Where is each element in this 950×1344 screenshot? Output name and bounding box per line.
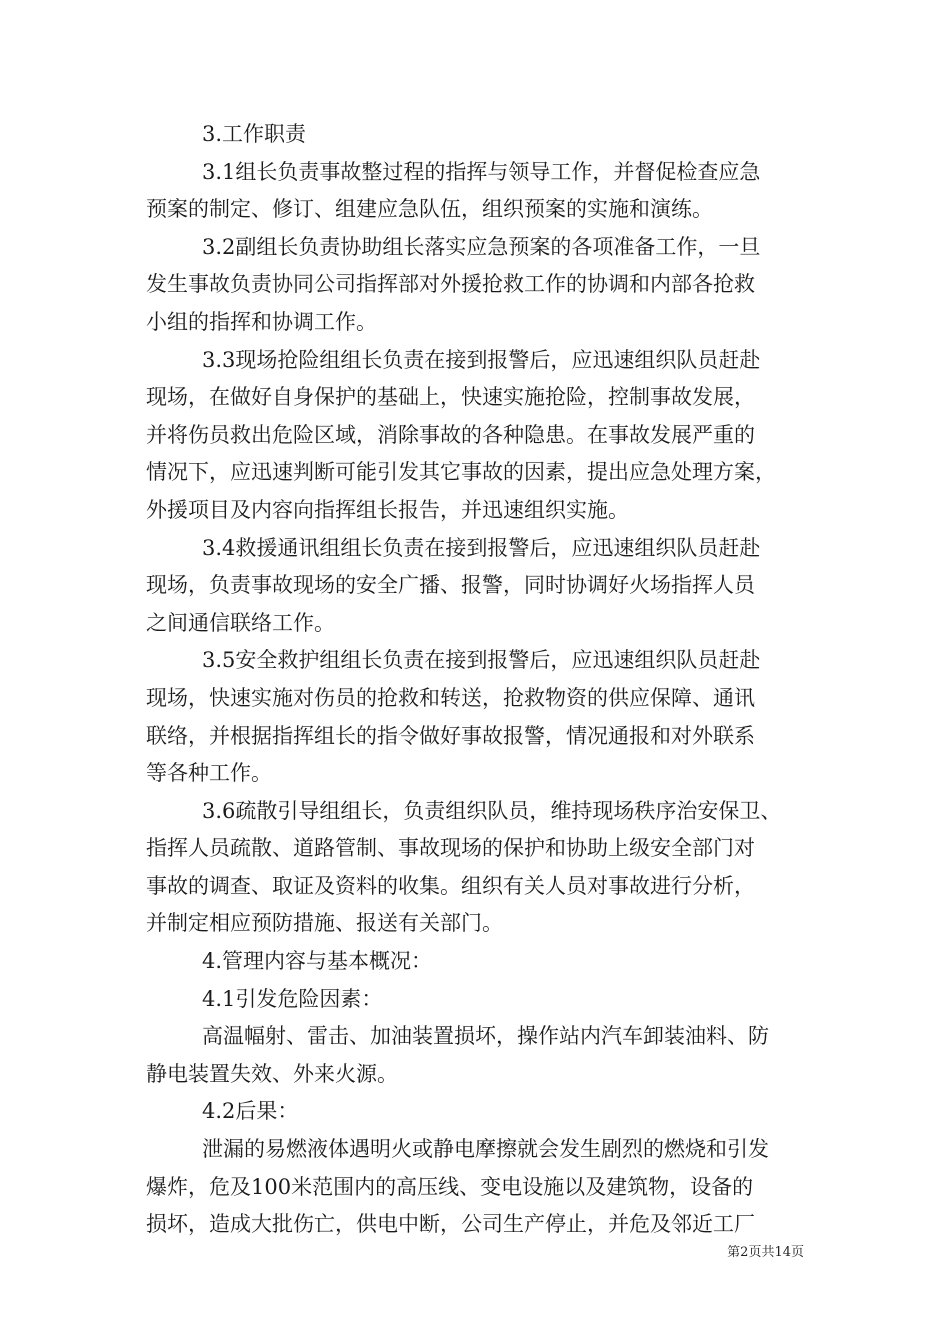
paragraph-4-2-line: 爆炸，危及100米范围内的高压线、变电设施以及建筑物，设备的 <box>146 1174 754 1199</box>
paragraph-3-6-line: 并制定相应预防措施、报送有关部门。 <box>146 911 503 936</box>
paragraph-3-3-line: 并将伤员救出危险区域，消除事故的各种隐患。在事故发展严重的 <box>146 422 755 447</box>
section-heading-3: 3.工作职责 <box>202 122 307 146</box>
text-block <box>146 116 814 1244</box>
paragraph-3-3-line: 现场，在做好自身保护的基础上，快速实施抢险，控制事故发展， <box>146 385 755 410</box>
paragraph-3-5-line: 联络，并根据指挥组长的指令做好事故报警，情况通报和对外联系 <box>146 723 755 748</box>
paragraph-3-5-line: 3.5安全救护组组长负责在接到报警后，应迅速组织队员赶赴 <box>202 648 761 673</box>
paragraph-3-6-line: 事故的调查、取证及资料的收集。组织有关人员对事故进行分析， <box>146 873 755 898</box>
paragraph-3-4-line: 现场，负责事故现场的安全广播、报警，同时协调好火场指挥人员 <box>146 573 755 598</box>
paragraph-3-3-line: 外援项目及内容向指挥组长报告，并迅速组织实施。 <box>146 497 629 522</box>
paragraph-3-5-line: 等各种工作。 <box>146 761 272 786</box>
document-body <box>146 116 814 1244</box>
paragraph-3-3-line: 3.3现场抢险组组长负责在接到报警后，应迅速组织队员赶赴 <box>202 347 761 372</box>
paragraph-3-2-line: 小组的指挥和协调工作。 <box>146 309 377 334</box>
subheading-4-2: 4.2后果： <box>202 1099 299 1124</box>
paragraph-3-1-line: 预案的制定、修订、组建应急队伍，组织预案的实施和演练。 <box>146 197 713 222</box>
page-footer <box>0 1241 950 1260</box>
paragraph-3-2-line: 3.2副组长负责协助组长落实应急预案的各项准备工作，一旦 <box>202 234 761 259</box>
paragraph-3-2-line: 发生事故负责协同公司指挥部对外援抢救工作的协调和内部各抢救 <box>146 272 755 297</box>
paragraph-4-2-line: 泄漏的易燃液体遇明火或静电摩擦就会发生剧烈的燃烧和引发 <box>202 1137 769 1162</box>
paragraph-3-1-line: 3.1组长负责事故整过程的指挥与领导工作，并督促检查应急 <box>202 159 761 184</box>
paragraph-4-1-line: 高温幅射、雷击、加油装置损坏，操作站内汽车卸装油料、防 <box>202 1024 769 1049</box>
paragraph-3-6-line: 指挥人员疏散、道路管制、事故现场的保护和协助上级安全部门对 <box>146 836 755 861</box>
paragraph-4-2-line: 损坏，造成大批伤亡，供电中断，公司生产停止，并危及邻近工厂 <box>146 1212 755 1237</box>
paragraph-3-4-line: 之间通信联络工作。 <box>146 610 335 635</box>
paragraph-4-1-line: 静电装置失效、外来火源。 <box>146 1061 398 1086</box>
page-number-label: 第2页共14页 <box>727 1245 804 1260</box>
section-heading-4: 4.管理内容与基本概况： <box>202 949 433 974</box>
paragraph-3-3-line: 情况下，应迅速判断可能引发其它事故的因素，提出应急处理方案， <box>146 460 776 485</box>
paragraph-3-6-line: 3.6疏散引导组组长，负责组织队员，维持现场秩序治安保卫、 <box>202 798 782 823</box>
subheading-4-1: 4.1引发危险因素： <box>202 986 383 1011</box>
paragraph-3-4-line: 3.4救援通讯组组长负责在接到报警后，应迅速组织队员赶赴 <box>202 535 761 560</box>
paragraph-3-5-line: 现场，快速实施对伤员的抢救和转送，抢救物资的供应保障、通讯 <box>146 685 755 710</box>
